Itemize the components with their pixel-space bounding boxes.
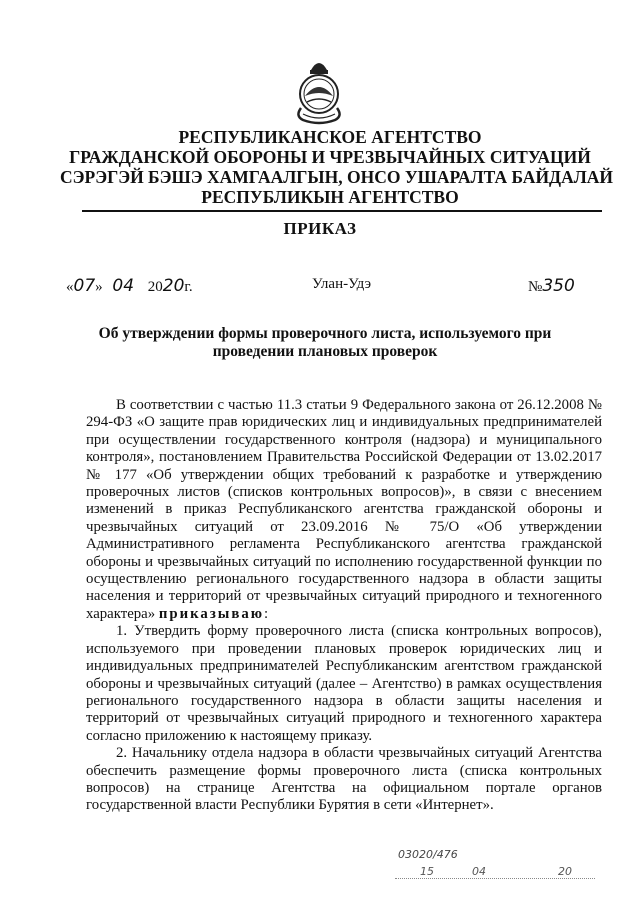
order-word: приказываю (158, 605, 265, 622)
number-sign: № (528, 279, 543, 295)
date-open-quote: « (66, 279, 74, 295)
date-close-quote: » (95, 279, 103, 295)
date-day-handwritten: 07 (73, 276, 96, 296)
stamp-year: 20 (558, 865, 572, 878)
order-number-handwritten: 350 (542, 276, 575, 296)
item-1-paragraph: 1. Утвердить форму проверочного листа (списка контрольных вопросов), используемого при проведении плановых проверок юридических лиц и индивидуальных предпринимателей Республиканским агентством гражданской обороны и чрезвычайных ситуаций (далее – Агентство) в рамках осуществления регионального государственного надзора в области защиты населения и территорий от чрезвычайных ситуаций природного и техногенного характера согласно приложению к настоящему приказу. (86, 623, 602, 744)
header-line-3: СЭРЭГЭЙ БЭШЭ ХАМГААЛГЫН, ОНСО УШАРАЛТА БАЙДАЛАЙ (60, 167, 614, 187)
item-2-paragraph: 2. Начальнику отдела надзора в области чрезвычайных ситуаций Агентства обеспечить размещение формы проверочного листа (списка контрольных вопросов) на странице Агентства на официальном портале органов государственной власти Республики Бурятия в сети «Интернет». (86, 745, 602, 814)
date-suffix: г. (184, 279, 193, 295)
stamp-underline (395, 878, 595, 879)
stamp-month: 04 (472, 865, 486, 878)
order-body (86, 397, 602, 815)
stamp-day: 15 (420, 865, 434, 878)
order-word-colon: : (264, 605, 269, 622)
preamble-text: В соответствии с частью 11.3 статьи 9 Федерального закона от 26.12.2008 № 294-ФЗ «О защите прав юридических лиц и индивидуальных предпринимателей при осуществлении государственного контроля (надзора) и муниципального контроля», постановлением Правительства Российской Федерации от 13.02.2017 № 177 «Об утверждении общих требований к разработке и утверждению проверочных листов (списков контрольных вопросов)», в связи с внесением изменений в приказ Республиканского агентства гражданской обороны и чрезвычайных ситуаций от 23.09.2016 № 75/О «Об утверждении Административного регламента Республиканского агентства гражданской обороны и чрезвычайных ситуаций по исполнению государственной функции по осуществлению регионального государственного надзора в области защиты населения и территорий от чрезвычайных ситуаций природного и техногенного характера» (86, 397, 602, 622)
date-month-handwritten: 04 (112, 276, 135, 296)
coat-of-arms-emblem (289, 56, 349, 126)
header-line-4: РЕСПУБЛИКЫН АГЕНТСТВО (201, 187, 459, 207)
order-subject: Об утверждении формы проверочного листа, используемого при проведении плановых проверок (98, 325, 552, 360)
header-line-2: ГРАЖДАНСКОЙ ОБОРОНЫ И ЧРЕЗВЫЧАЙНЫХ СИТУАЦИЙ (69, 147, 591, 167)
city-name: Улан-Удэ (312, 276, 372, 292)
registration-stamp-code: 03020/476 (398, 848, 458, 861)
date-year-handwritten: 20 (162, 276, 185, 296)
header-line-1: РЕСПУБЛИКАНСКОЕ АГЕНТСТВО (178, 127, 482, 147)
document-type-title: ПРИКАЗ (283, 219, 357, 238)
date-year-prefix: 20 (147, 279, 163, 295)
header-divider (82, 210, 602, 212)
order-number (528, 276, 575, 296)
order-date (66, 276, 193, 296)
agency-header (60, 127, 614, 207)
preamble-paragraph (86, 397, 602, 623)
